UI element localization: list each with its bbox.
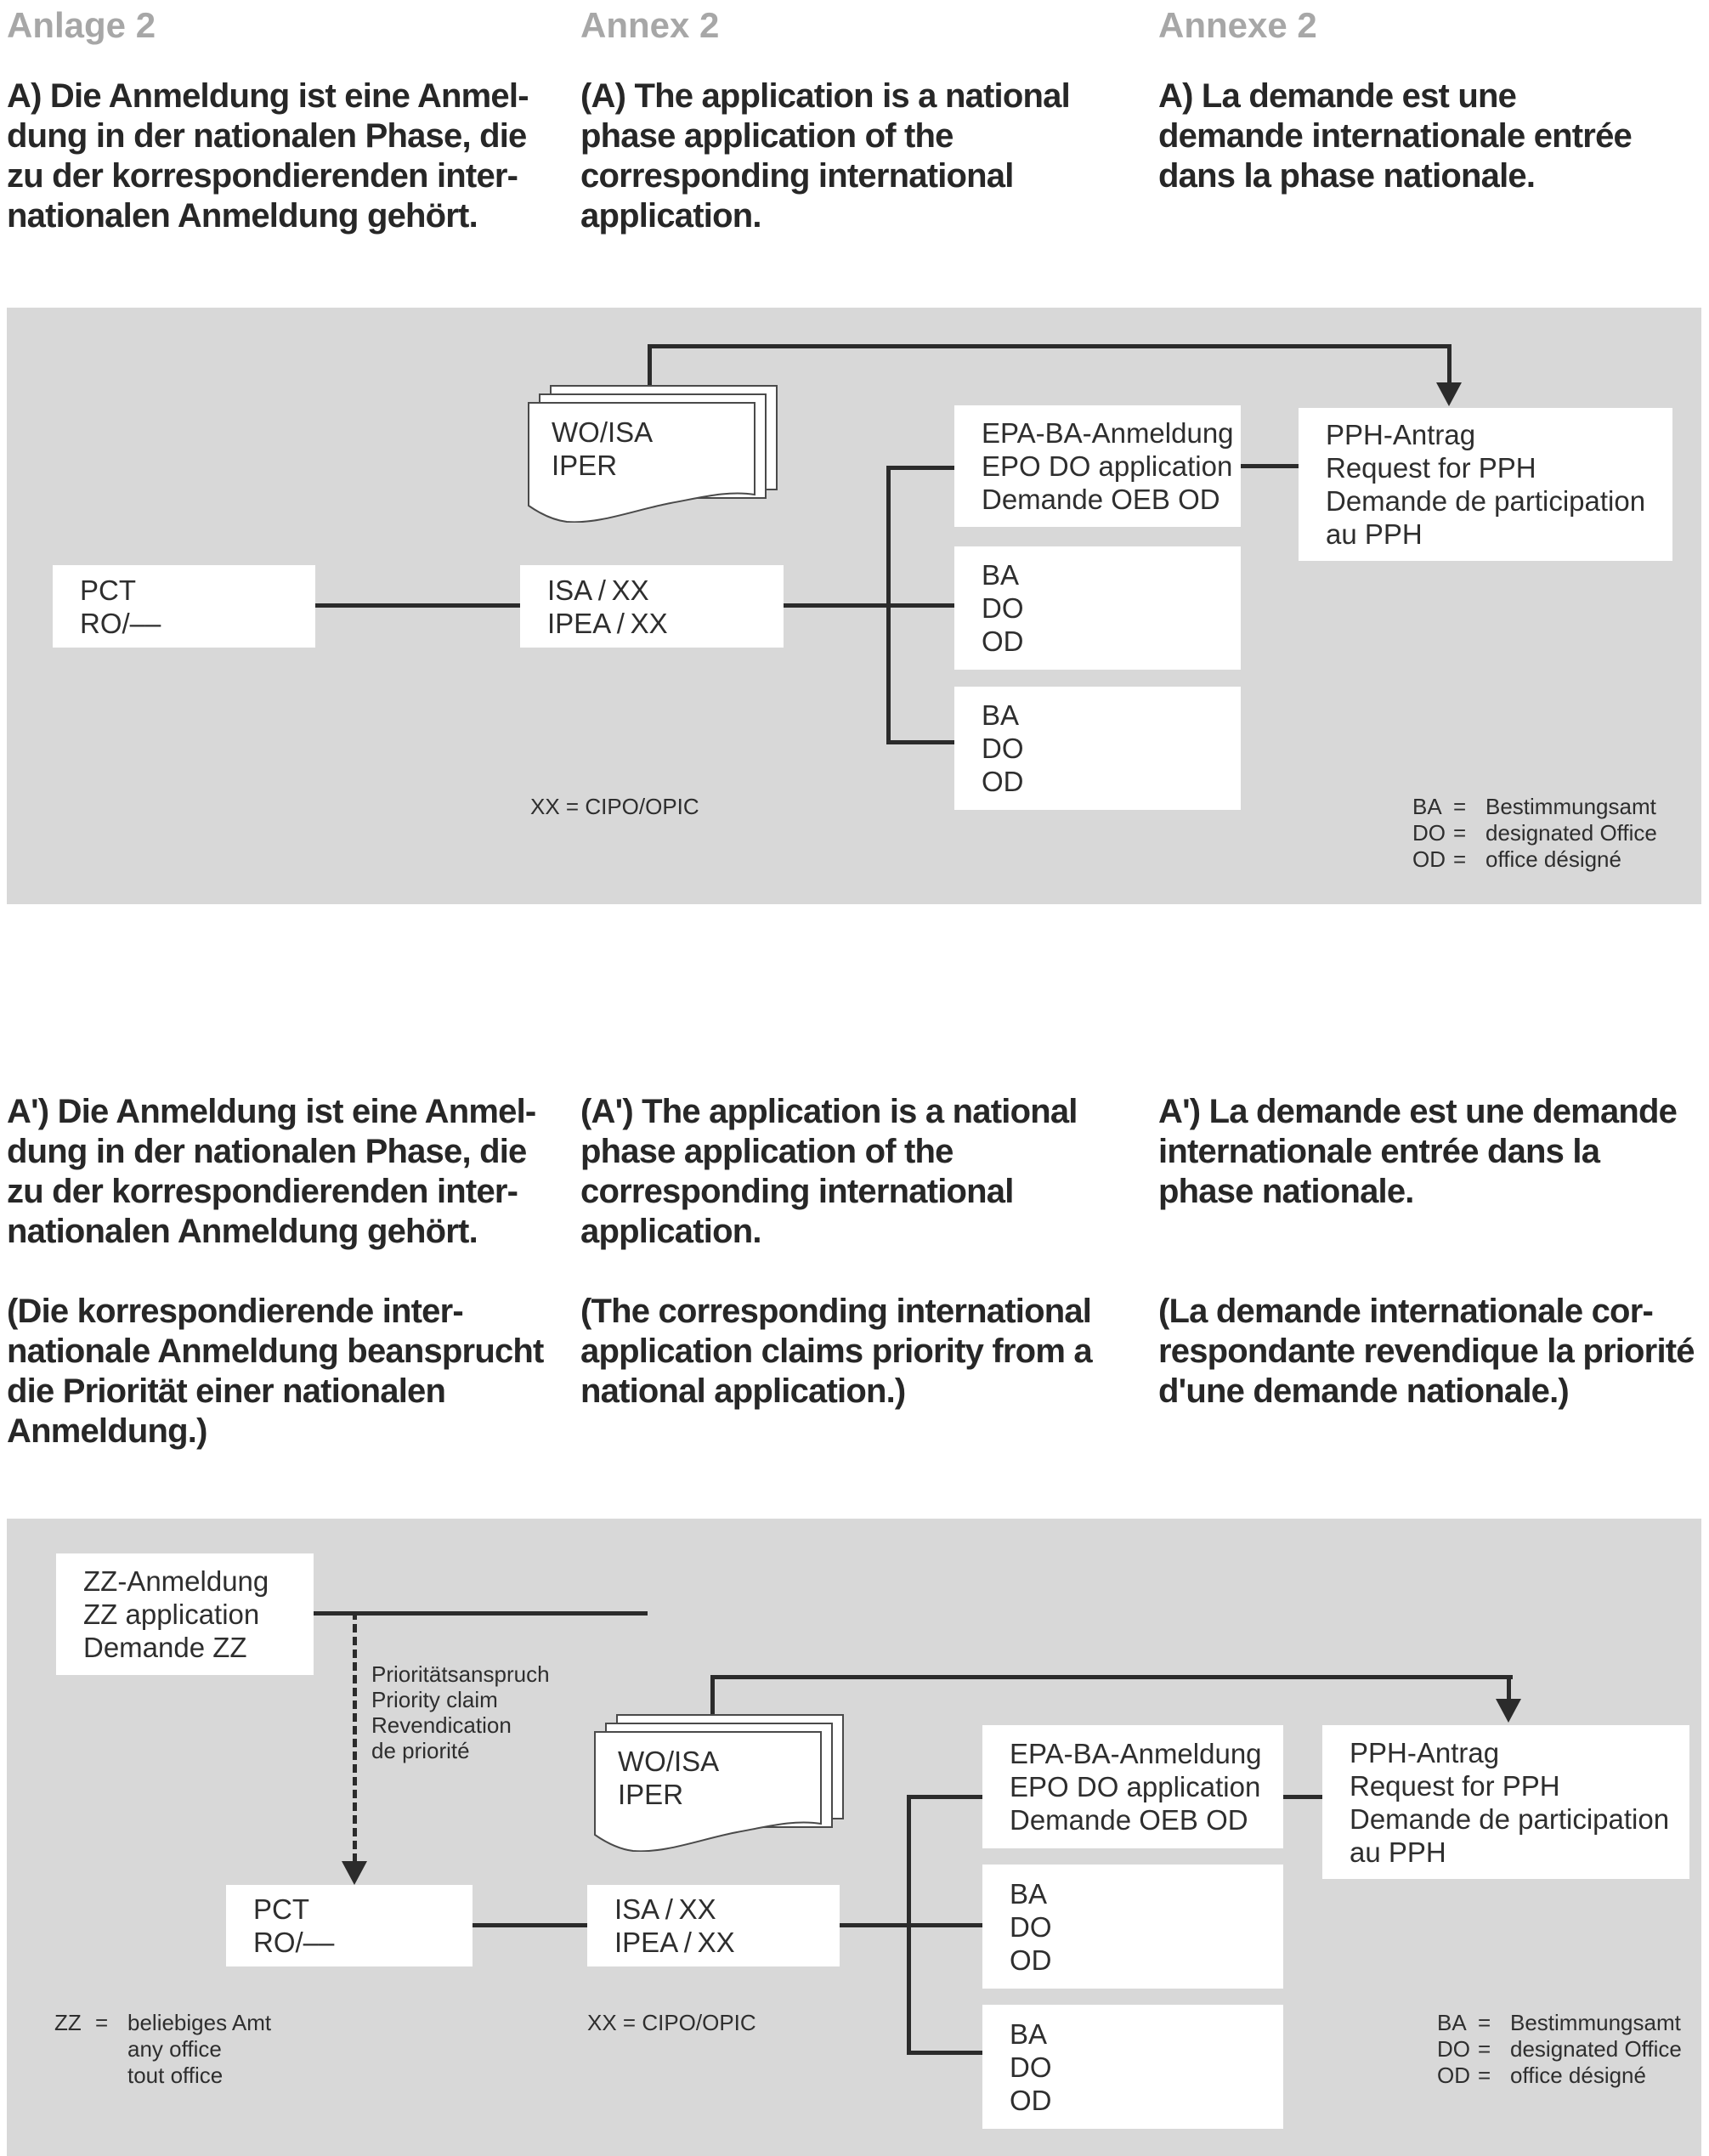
dashed-priority-line — [353, 1611, 357, 1862]
legend-row — [54, 2010, 271, 2036]
header-anlage-2: Anlage 2 — [7, 5, 156, 45]
legend-row — [1437, 2063, 1682, 2089]
arrow-into-pph-icon — [1436, 382, 1462, 406]
legend-zz-office — [54, 2010, 271, 2089]
paragraph-a2-french-note: (La demande internationale cor- respondante revendique la priorité d'une demande nationale.) — [1158, 1293, 1695, 1410]
legend-value: Bestimmungsamt — [1485, 794, 1656, 819]
connector-branch-vertical — [907, 1795, 911, 2055]
box-ba-do-od-1: BA DO OD — [982, 1865, 1283, 1989]
box-isa-ipea: ISA / XX IPEA / XX — [587, 1885, 840, 1966]
box-pct-ro: PCT RO/–– — [226, 1885, 473, 1966]
legend-ba-do-od — [1437, 2010, 1682, 2089]
connector-top-left-drop — [648, 344, 652, 388]
paragraph-a-german: A) Die Anmeldung ist eine Anmel- dung in der nationalen Phase, die zu der korrespondierenden inter- nationalen Anmeldung gehört. — [7, 77, 529, 235]
legend-value: office désigné — [1485, 846, 1621, 872]
box-epa-application: EPA-BA-Anmeldung EPO DO application Demande OEB OD — [982, 1725, 1283, 1848]
paragraph-a2-english-note: (The corresponding international application claims priority from a national application.) — [580, 1293, 1092, 1410]
connector-branch-epa — [886, 466, 954, 470]
legend-eq: = — [1478, 2036, 1491, 2062]
legend-value: Bestimmungsamt — [1510, 2010, 1681, 2035]
paragraph-a2-english: (A') The application is a national phase application of the corresponding international application. — [580, 1093, 1078, 1250]
priority-claim-label: Prioritätsanspruch Priority claim Revendication de priorité — [371, 1661, 550, 1763]
legend-eq — [95, 2036, 127, 2063]
legend-eq: = — [1453, 794, 1467, 819]
legend-eq: = — [1478, 2063, 1491, 2088]
legend-abbr: OD — [1437, 2063, 1470, 2088]
legend-row — [54, 2063, 271, 2089]
legend-row — [1412, 820, 1657, 846]
legend-abbr: OD — [1412, 846, 1446, 872]
legend-ba-do-od — [1412, 794, 1657, 873]
legend-abbr: ZZ — [54, 2010, 82, 2035]
connector-isa-ba1 — [784, 603, 954, 608]
legend-row — [1412, 794, 1657, 820]
legend-eq: = — [95, 2010, 109, 2035]
legend-abbr: DO — [1412, 820, 1446, 846]
connector-isa-ba1 — [840, 1923, 982, 1927]
legend-abbr — [54, 2063, 95, 2089]
connector-top-right-drop — [1507, 1675, 1511, 1700]
legend-eq: = — [1453, 820, 1467, 846]
diagram-priority-claim — [7, 1519, 1701, 2156]
legend-row — [1437, 2010, 1682, 2036]
connector-epa-pph — [1241, 464, 1299, 468]
arrow-into-pct-icon — [342, 1861, 367, 1885]
paragraph-a2-german: A') Die Anmeldung ist eine Anmel- dung in der nationalen Phase, die zu der korrespondierenden inter- nationalen Anmeldung gehört. — [7, 1093, 536, 1250]
box-epa-application: EPA-BA-Anmeldung EPO DO application Demande OEB OD — [954, 405, 1241, 527]
legend-eq — [95, 2063, 127, 2089]
legend-row — [1437, 2036, 1682, 2063]
legend-row — [1412, 846, 1657, 873]
document-stack-icon — [587, 1714, 846, 1854]
connector-epa-pph — [1283, 1795, 1322, 1799]
legend-abbr: BA — [1412, 794, 1442, 819]
document-stack-icon — [521, 385, 780, 525]
diagram-national-phase — [7, 308, 1701, 904]
stack-label: WO/ISA IPER — [618, 1746, 720, 1810]
legend-abbr: BA — [1437, 2010, 1467, 2035]
box-zz-application: ZZ-Anmeldung ZZ application Demande ZZ — [56, 1553, 314, 1675]
legend-value: tout office — [127, 2063, 224, 2088]
box-pph-request: PPH-Antrag Request for PPH Demande de participation au PPH — [1322, 1725, 1689, 1879]
paragraph-a-english: (A) The application is a national phase application of the corresponding international application. — [580, 77, 1070, 235]
paragraph-a-french: A) La demande est une demande internationale entrée dans la phase nationale. — [1158, 77, 1632, 195]
box-ba-do-od-1: BA DO OD — [954, 546, 1241, 670]
stack-label: WO/ISA IPER — [552, 416, 654, 481]
box-isa-ipea: ISA / XX IPEA / XX — [520, 565, 784, 648]
connector-top-line — [710, 1675, 1513, 1679]
legend-abbr: DO — [1437, 2036, 1470, 2062]
legend-value: designated Office — [1510, 2036, 1682, 2062]
legend-xx-cipo: XX = CIPO/OPIC — [587, 2010, 756, 2035]
paragraph-a2-german-note: (Die korrespondierende inter- nationale Anmeldung beansprucht die Priorität einer nationalen Anmeldung.) — [7, 1293, 544, 1450]
legend-value: beliebiges Amt — [127, 2010, 272, 2035]
connector-branch-vertical — [886, 466, 891, 744]
connector-top-line — [648, 344, 1452, 348]
connector-pct-isa — [473, 1923, 587, 1927]
legend-row — [54, 2036, 271, 2063]
legend-xx-cipo: XX = CIPO/OPIC — [530, 794, 699, 819]
connector-branch-ba2 — [907, 2051, 982, 2055]
box-pct-ro: PCT RO/–– — [53, 565, 315, 648]
legend-value: office désigné — [1510, 2063, 1646, 2088]
legend-eq: = — [1453, 846, 1467, 872]
legend-eq: = — [1478, 2010, 1491, 2035]
legend-value: any office — [127, 2036, 222, 2062]
connector-branch-ba2 — [886, 740, 954, 744]
header-annexe-2: Annexe 2 — [1158, 5, 1317, 45]
connector-top-right-drop — [1447, 344, 1452, 386]
box-ba-do-od-2: BA DO OD — [954, 687, 1241, 810]
legend-value: designated Office — [1485, 820, 1657, 846]
connector-pct-isa — [315, 603, 520, 608]
header-annex-2: Annex 2 — [580, 5, 720, 45]
connector-top-left-drop — [710, 1675, 715, 1717]
box-pph-request: PPH-Antrag Request for PPH Demande de participation au PPH — [1299, 408, 1672, 561]
arrow-into-pph-icon — [1496, 1699, 1521, 1723]
connector-branch-epa — [907, 1795, 982, 1799]
connector-zz-line — [314, 1611, 648, 1616]
paragraph-a2-french: A') La demande est une demande internationale entrée dans la phase nationale. — [1158, 1093, 1678, 1210]
box-ba-do-od-2: BA DO OD — [982, 2005, 1283, 2129]
legend-abbr — [54, 2036, 95, 2063]
